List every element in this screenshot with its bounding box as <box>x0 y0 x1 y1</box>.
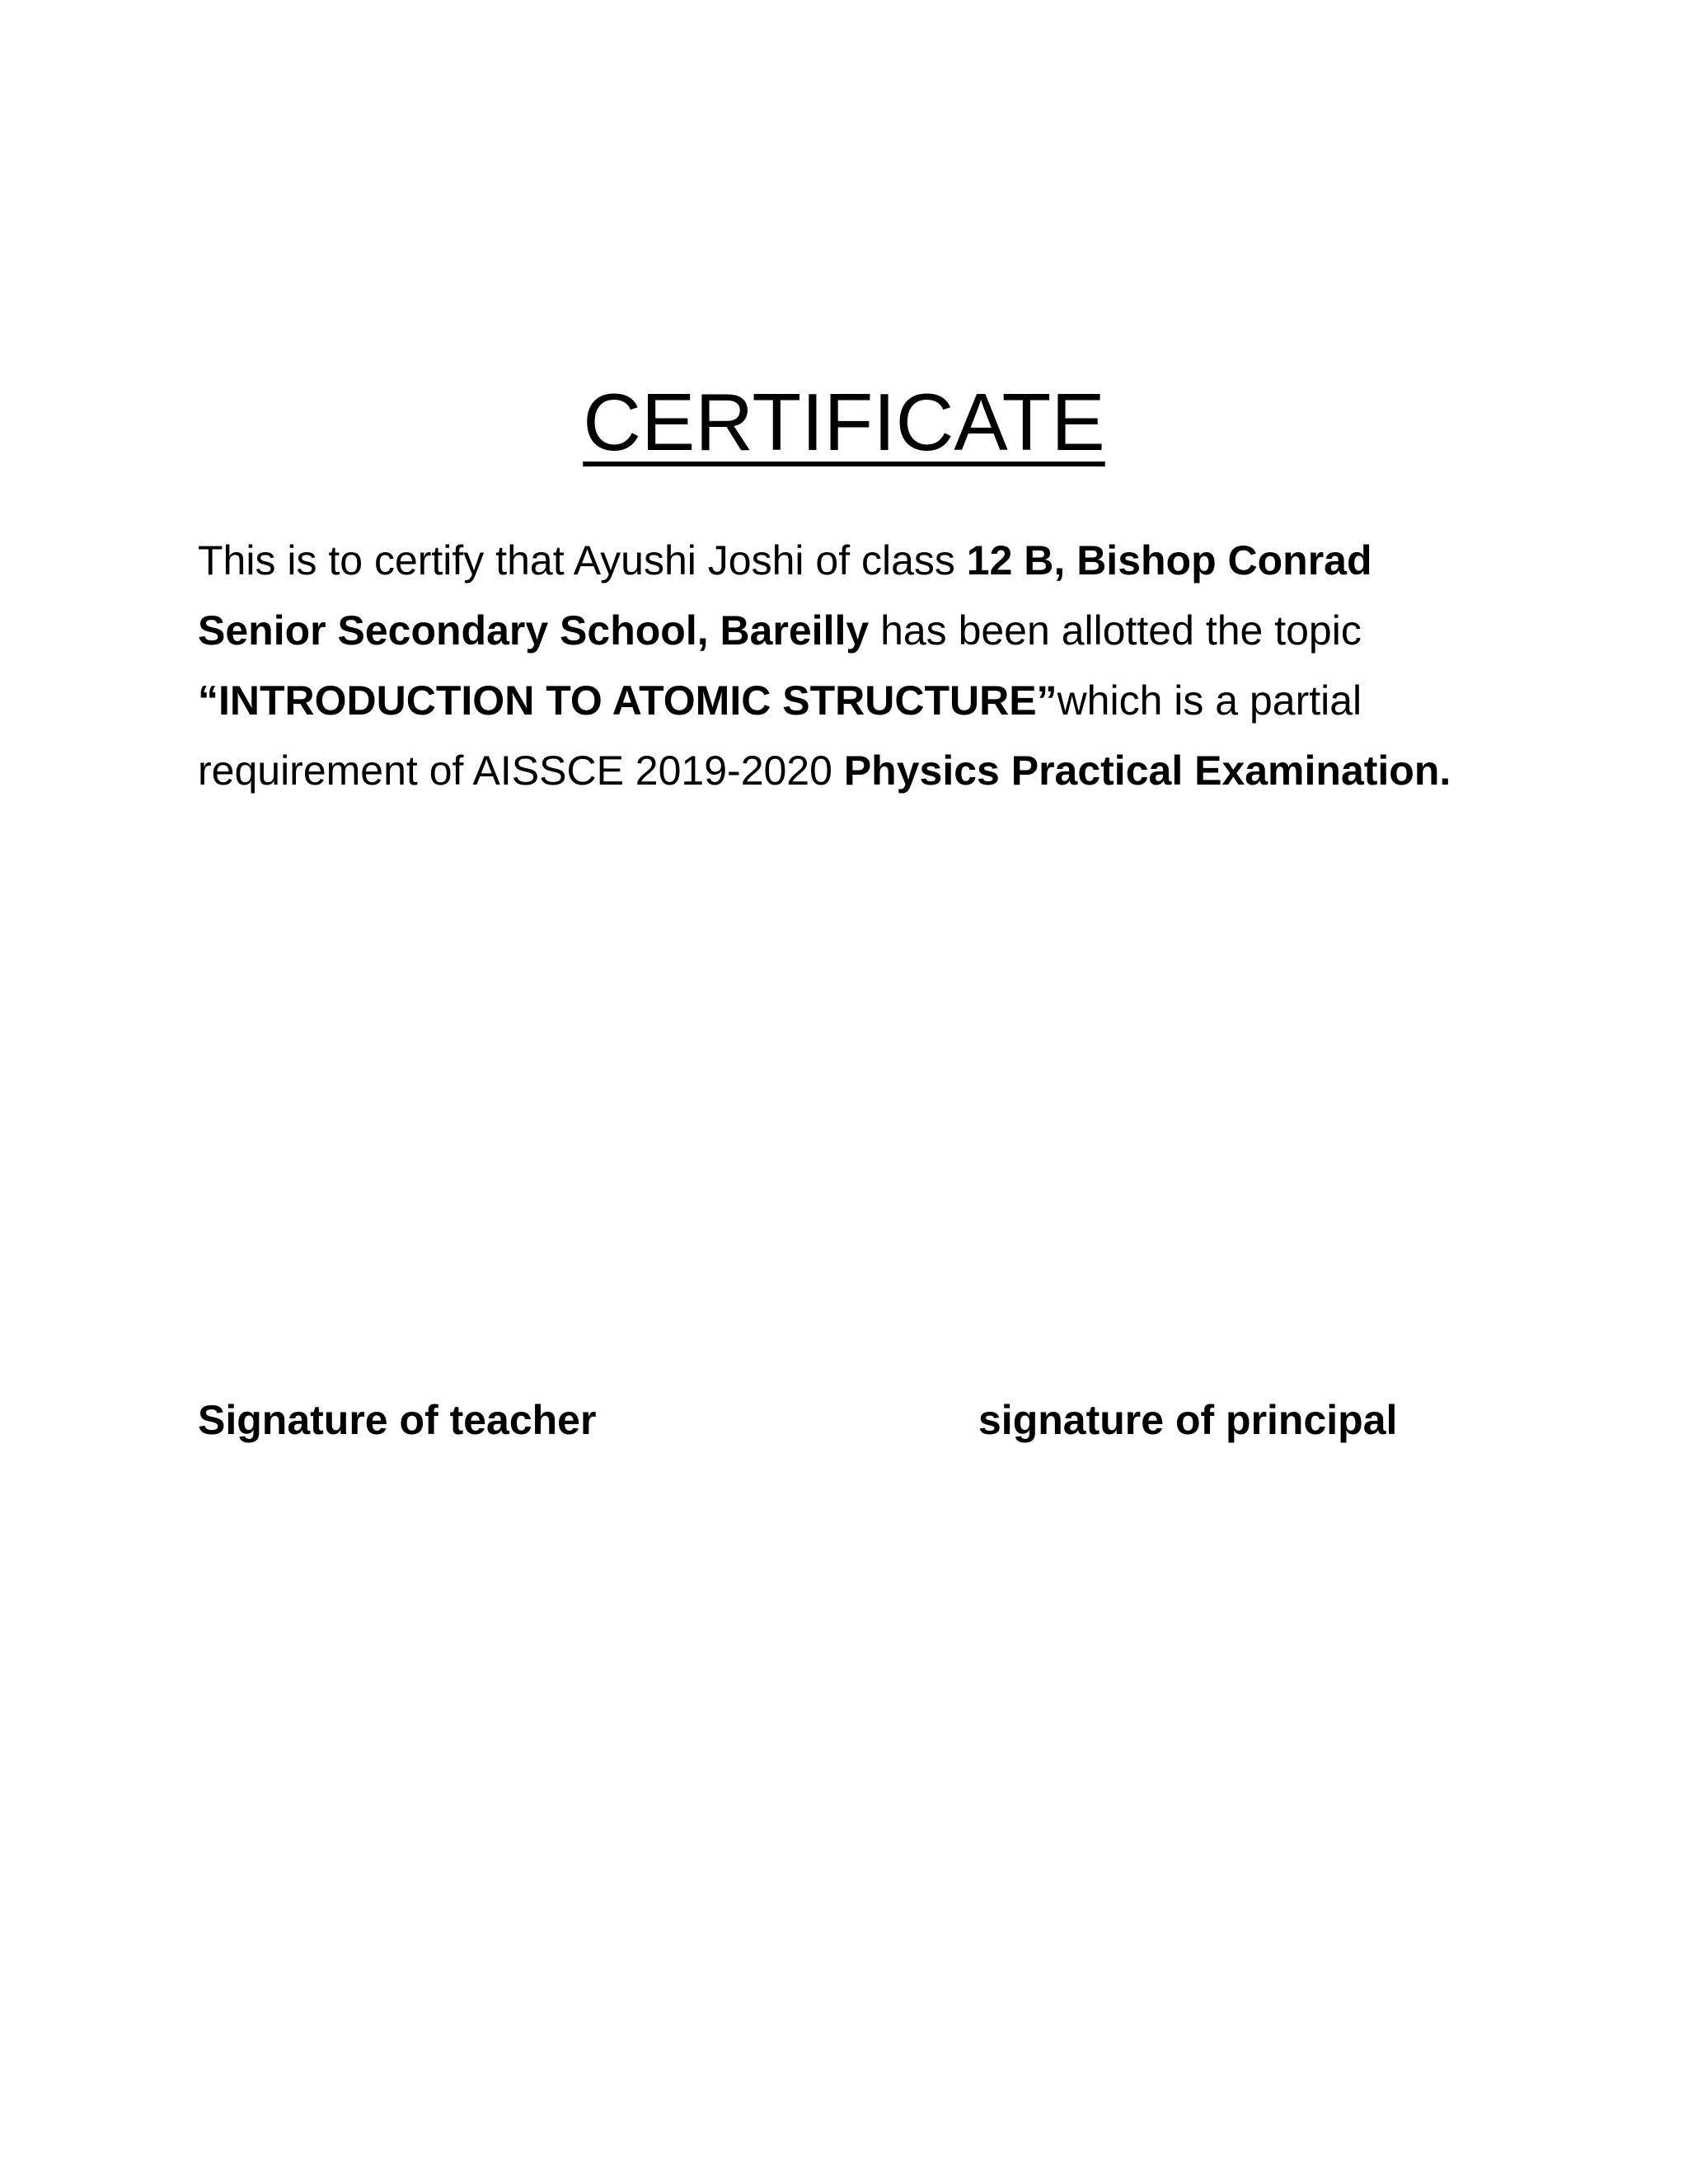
body-bold-class-school: 12 B, Bishop Conrad Senior Secondary School, Bareilly <box>198 537 1372 654</box>
body-text-2: has been allotted the topic <box>869 607 1362 654</box>
certificate-title-text: CERTIFICATE <box>583 377 1105 467</box>
principal-signature-label: signature of principal <box>978 1397 1398 1443</box>
certificate-title <box>0 373 1688 471</box>
certificate-body <box>198 526 1484 806</box>
body-bold-exam: Physics Practical Examination. <box>843 748 1451 794</box>
teacher-signature-label: Signature of teacher <box>198 1397 597 1443</box>
body-text-3: which is a partial requirement of AISSCE 2019-2020 <box>198 677 1362 794</box>
body-bold-topic: “INTRODUCTION TO ATOMIC STRUCTURE” <box>198 677 1057 724</box>
body-text-1: This is to certify that Ayushi Joshi of class <box>198 537 967 583</box>
